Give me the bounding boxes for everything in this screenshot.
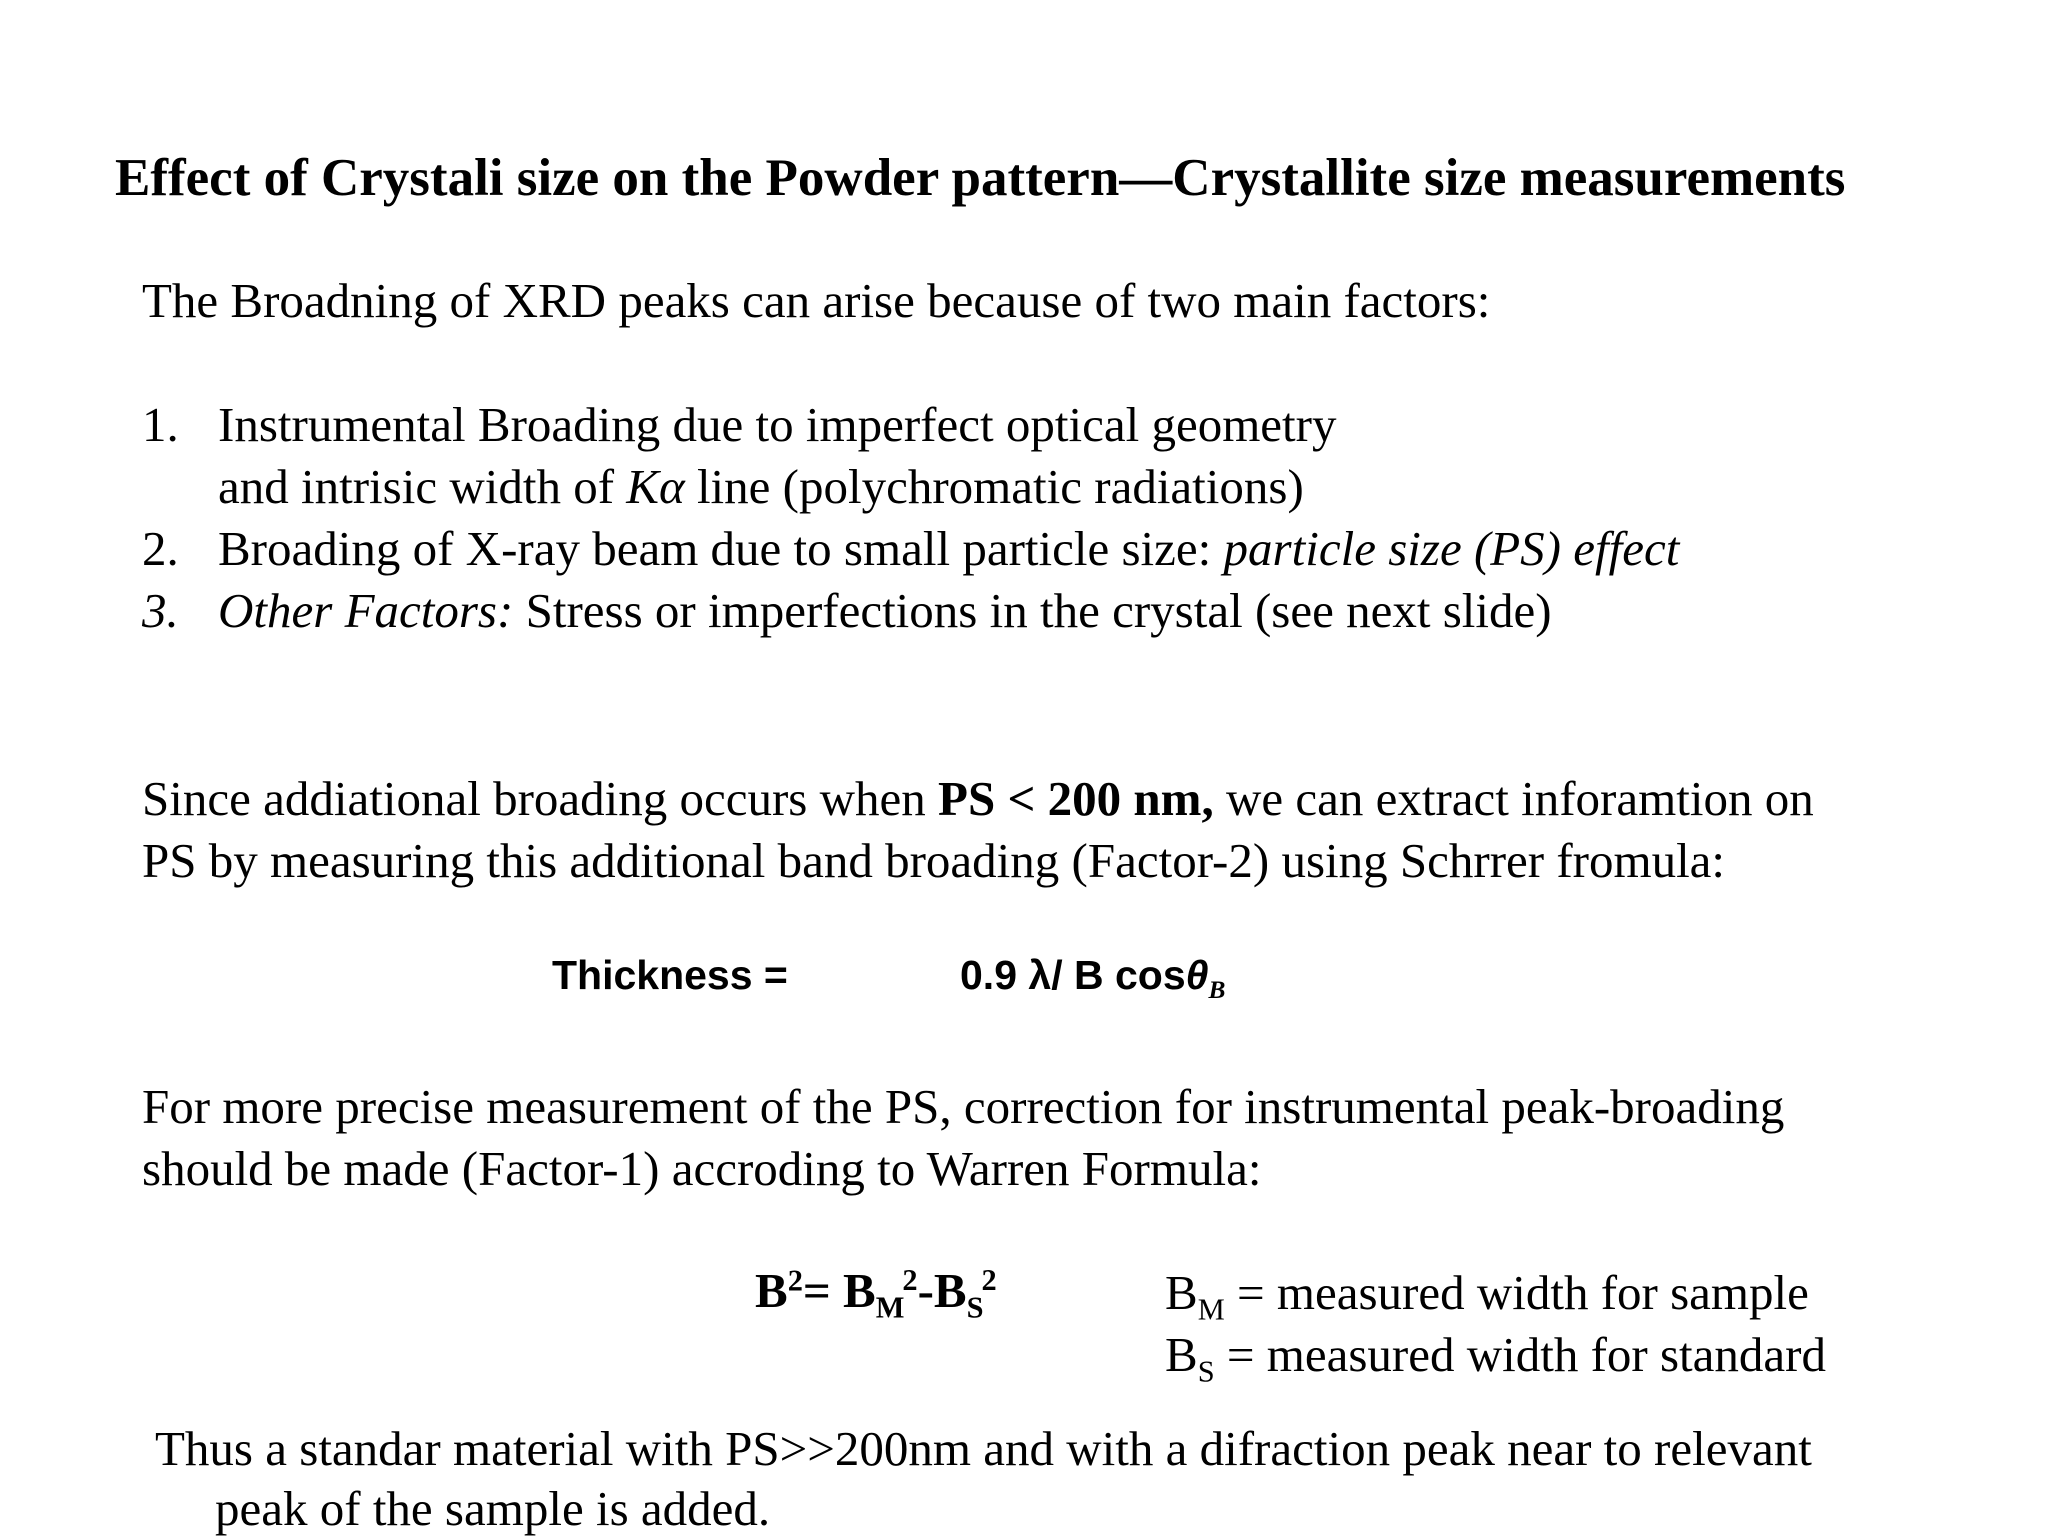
intro-text: The Broadning of XRD peaks can arise because of two main factors: <box>142 273 1491 328</box>
slide-title: Effect of Crystali size on the Powder pattern—Crystallite size measurements <box>115 149 1846 207</box>
factor-2-text: Broading of X-ray beam due to small particle size: particle size (PS) effect <box>218 521 1680 576</box>
definition-bs: $B_S$ = measured width for standard <box>1165 1327 1826 1389</box>
factor-1-number: 1. <box>142 397 179 452</box>
factor-3-number: 3. <box>142 583 179 638</box>
scherrer-para-line1: Since addiational broading occurs when PS < 200 nm, we can extract inforamtion on <box>142 771 1814 826</box>
factor-1-line1: Instrumental Broading due to imperfect optical geometry <box>218 397 1337 452</box>
scherrer-formula-expression: 0.9 λ/ B cosθ$_B$ <box>960 952 1226 1004</box>
definition-bm: $B_M$ = measured width for sample <box>1165 1265 1809 1327</box>
factor-3-text: Other Factors: Stress or imperfections in the crystal (see next slide) <box>218 583 1552 638</box>
warren-formula: $B^2= B_M^2-B_S^2$ <box>755 1263 997 1325</box>
scherrer-formula-label: Thickness = <box>552 952 788 998</box>
scherrer-para-line2: PS by measuring this additional band broading (Factor-2) using Schrrer fromula: <box>142 833 1726 888</box>
warren-para-line2: should be made (Factor-1) accroding to Warren Formula: <box>142 1141 1262 1196</box>
conclusion-line1: Thus a standar material with PS>>200nm and with a difraction peak near to relevant <box>155 1421 1812 1476</box>
warren-para-line1: For more precise measurement of the PS, correction for instrumental peak-broading <box>142 1079 1785 1134</box>
factor-2-number: 2. <box>142 521 179 576</box>
conclusion-line2: peak of the sample is added. <box>215 1481 771 1536</box>
factor-1-line2: and intrisic width of Kα line (polychromatic radiations) <box>218 459 1304 514</box>
